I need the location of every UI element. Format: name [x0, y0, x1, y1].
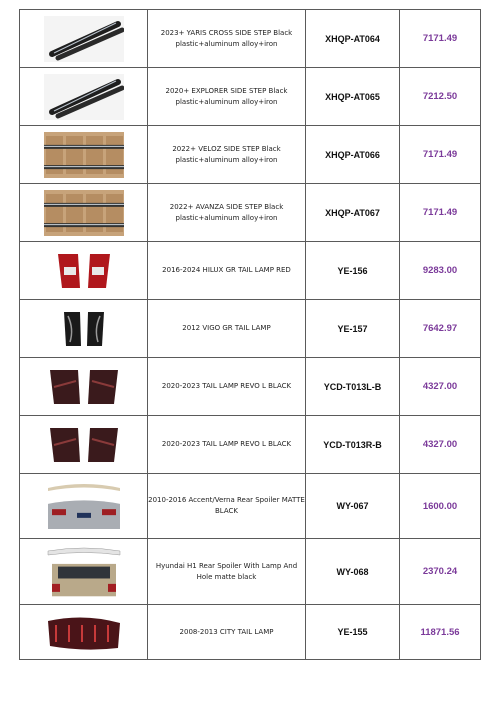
tail-lamp-black-photo — [44, 306, 124, 352]
city-tail-lamp-photo — [44, 611, 124, 654]
product-code: YE-155 — [306, 605, 400, 660]
product-description: 2010-2016 Accent/Verna Rear Spoiler MATTE BLACK — [148, 474, 306, 539]
table-row — [20, 184, 481, 242]
van-spoiler-photo — [44, 545, 124, 599]
product-description: 2008-2013 CITY TAIL LAMP — [148, 605, 306, 660]
table-row — [20, 416, 481, 474]
table-row — [20, 242, 481, 300]
product-code: WY-068 — [306, 539, 400, 605]
product-price: 1600.00 — [400, 474, 481, 539]
side-step-photo — [44, 74, 124, 120]
side-step-photo — [44, 16, 124, 62]
table-row — [20, 126, 481, 184]
product-description: Hyundai H1 Rear Spoiler With Lamp And Hole matte black — [148, 539, 306, 605]
tail-lamp-red-photo — [44, 248, 124, 294]
table-row — [20, 10, 481, 68]
product-image-cell — [20, 68, 148, 126]
product-code: XHQP-AT065 — [306, 68, 400, 126]
product-price: 4327.00 — [400, 416, 481, 474]
tail-lamp-smoked-photo — [44, 422, 124, 468]
product-price: 7171.49 — [400, 10, 481, 68]
tail-lamp-smoked-photo — [44, 364, 124, 410]
product-table — [19, 9, 481, 660]
product-code: YE-157 — [306, 300, 400, 358]
product-description: 2020-2023 TAIL LAMP REVO L BLACK — [148, 416, 306, 474]
product-code: XHQP-AT067 — [306, 184, 400, 242]
rear-spoiler-car-photo — [44, 480, 124, 533]
product-description: 2023+ YARIS CROSS SIDE STEP Black plastic+aluminum alloy+iron — [148, 10, 306, 68]
product-code: YE-156 — [306, 242, 400, 300]
table-row — [20, 300, 481, 358]
product-price: 4327.00 — [400, 358, 481, 416]
product-image-cell — [20, 242, 148, 300]
product-price: 2370.24 — [400, 539, 481, 605]
table-row — [20, 474, 481, 539]
product-price: 7171.49 — [400, 126, 481, 184]
product-description: 2022+ AVANZA SIDE STEP Black plastic+aluminum alloy+iron — [148, 184, 306, 242]
table-row — [20, 68, 481, 126]
product-description: 2016-2024 HILUX GR TAIL LAMP RED — [148, 242, 306, 300]
product-code: XHQP-AT064 — [306, 10, 400, 68]
product-image-cell — [20, 539, 148, 605]
table-row — [20, 605, 481, 660]
product-image-cell — [20, 184, 148, 242]
side-step-warehouse-photo — [44, 190, 124, 236]
side-step-warehouse-photo — [44, 132, 124, 178]
product-code: WY-067 — [306, 474, 400, 539]
product-price: 7171.49 — [400, 184, 481, 242]
product-image-cell — [20, 126, 148, 184]
product-description: 2022+ VELOZ SIDE STEP Black plastic+aluminum alloy+iron — [148, 126, 306, 184]
product-image-cell — [20, 416, 148, 474]
product-price: 11871.56 — [400, 605, 481, 660]
product-price: 7212.50 — [400, 68, 481, 126]
product-description: 2012 VIGO GR TAIL LAMP — [148, 300, 306, 358]
product-code: YCD-T013L-B — [306, 358, 400, 416]
product-description: 2020+ EXPLORER SIDE STEP Black plastic+aluminum alloy+iron — [148, 68, 306, 126]
product-image-cell — [20, 605, 148, 660]
product-image-cell — [20, 474, 148, 539]
product-price: 7642.97 — [400, 300, 481, 358]
product-code: YCD-T013R-B — [306, 416, 400, 474]
product-description: 2020-2023 TAIL LAMP REVO L BLACK — [148, 358, 306, 416]
table-row — [20, 358, 481, 416]
product-image-cell — [20, 358, 148, 416]
product-code: XHQP-AT066 — [306, 126, 400, 184]
table-row — [20, 539, 481, 605]
product-price: 9283.00 — [400, 242, 481, 300]
product-image-cell — [20, 10, 148, 68]
product-image-cell — [20, 300, 148, 358]
